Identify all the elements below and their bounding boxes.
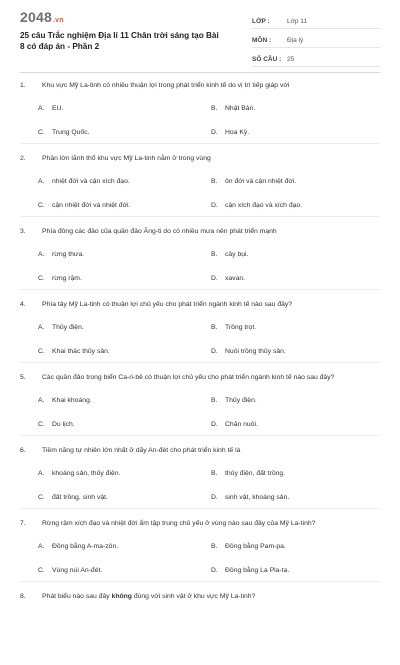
question-text: Phía tây Mỹ La-tinh có thuận lợi chủ yếu cho phát triển ngành kinh tế nào sau đây? bbox=[42, 301, 293, 308]
question-number: 7. bbox=[20, 520, 26, 527]
answer-option-b[interactable]: B. thủy điện, đất trồng. bbox=[211, 470, 286, 477]
question-number: 1. bbox=[20, 82, 26, 89]
answer-option-a[interactable]: A. Thủy điện. bbox=[38, 324, 84, 331]
quiz-meta bbox=[252, 14, 380, 71]
question-text: Tiềm năng tự nhiên lớn nhất ở dãy An-đét cho phát triển kinh tế là bbox=[42, 447, 241, 454]
meta-question-count bbox=[252, 52, 380, 67]
meta-value: 25 bbox=[287, 55, 295, 63]
logo-suffix: .vn bbox=[52, 17, 64, 24]
page-title: 25 câu Trắc nghiệm Địa lí 11 Chân trời sáng tạo Bài 8 có đáp án - Phần 2 bbox=[20, 31, 219, 51]
answer-option-a[interactable]: A. Khai khoáng. bbox=[38, 397, 92, 404]
question-text: Phía đông các đảo của quần đảo Ăng-ti do có nhiều mưa nên phát triển mạnh bbox=[42, 228, 277, 235]
answer-option-d[interactable]: D. Nuôi trồng thủy sản. bbox=[211, 348, 286, 355]
meta-grade bbox=[252, 14, 380, 29]
answer-option-c[interactable]: C. Khai thác thủy sản. bbox=[38, 348, 110, 355]
question-item bbox=[20, 300, 380, 373]
meta-label: SỐ CÂU : bbox=[252, 55, 282, 63]
question-number: 3. bbox=[20, 228, 26, 235]
question-divider bbox=[20, 508, 380, 509]
emphasis-text: không bbox=[111, 593, 132, 600]
question-number: 4. bbox=[20, 301, 26, 308]
answer-option-b[interactable]: B. cây bụi. bbox=[211, 251, 249, 258]
question-divider bbox=[20, 143, 380, 144]
answer-option-b[interactable]: B. Trồng trọt. bbox=[211, 324, 257, 331]
answer-option-c[interactable]: C. rừng rậm. bbox=[38, 275, 82, 282]
question-divider bbox=[20, 362, 380, 363]
answer-option-a[interactable]: A. nhiệt đới và cận xích đạo. bbox=[38, 178, 130, 185]
question-item bbox=[20, 592, 380, 665]
answer-option-a[interactable]: A. EU. bbox=[38, 105, 64, 112]
header-divider bbox=[20, 72, 380, 73]
question-item bbox=[20, 154, 380, 227]
answer-option-d[interactable]: D. Hoa Kỳ. bbox=[211, 129, 250, 136]
answer-option-a[interactable]: A. khoáng sản, thủy điện. bbox=[38, 470, 121, 477]
answer-option-c[interactable]: C. Vùng núi An-đét. bbox=[38, 567, 103, 574]
answer-option-d[interactable]: D. sinh vật, khoáng sản. bbox=[211, 494, 290, 501]
question-text: Phần lớn lãnh thổ khu vực Mỹ La-tinh nằm ở trong vùng bbox=[42, 155, 211, 162]
answer-option-c[interactable]: C. cận nhiệt đới và nhiệt đới. bbox=[38, 202, 131, 209]
question-item bbox=[20, 446, 380, 519]
question-divider bbox=[20, 289, 380, 290]
answer-option-d[interactable]: D. Đồng bằng La Pla-ta. bbox=[211, 567, 290, 574]
question-number: 6. bbox=[20, 447, 26, 454]
question-number: 8. bbox=[20, 593, 26, 600]
answer-option-a[interactable]: A. rừng thưa. bbox=[38, 251, 85, 258]
question-text: Các quần đảo trong biển Ca-ri-bê có thuận lợi chủ yếu cho phát triển ngành kinh tế nào sau đây? bbox=[42, 374, 335, 381]
question-text: Khu vực Mỹ La-tinh có nhiều thuận lợi trong phát triển kinh tế do vị trí tiếp giáp với bbox=[42, 82, 290, 89]
answer-option-d[interactable]: D. cận xích đạo và xích đạo. bbox=[211, 202, 303, 209]
question-divider bbox=[20, 581, 380, 582]
meta-value: Lớp 11 bbox=[287, 17, 308, 25]
answer-option-c[interactable]: C. Trung Quốc. bbox=[38, 129, 90, 136]
question-divider bbox=[20, 216, 380, 217]
question-item bbox=[20, 373, 380, 446]
answer-option-a[interactable]: A. Đồng bằng A-ma-zôn. bbox=[38, 543, 119, 550]
meta-label: LỚP : bbox=[252, 17, 270, 25]
answer-option-b[interactable]: B. Đồng bằng Pam-pa. bbox=[211, 543, 286, 550]
answer-option-b[interactable]: B. Thủy điện. bbox=[211, 397, 257, 404]
question-divider bbox=[20, 435, 380, 436]
question-item bbox=[20, 227, 380, 300]
question-text: Phát biểu nào sau đây không đúng với sinh vật ở khu vực Mỹ La-tinh? bbox=[42, 593, 256, 600]
question-item bbox=[20, 519, 380, 592]
answer-option-d[interactable]: D. Chăn nuôi. bbox=[211, 421, 258, 428]
meta-subject bbox=[252, 33, 380, 48]
page-header bbox=[0, 0, 400, 70]
question-number: 2. bbox=[20, 155, 26, 162]
answer-option-c[interactable]: C. đất trồng, sinh vật. bbox=[38, 494, 108, 501]
meta-value: Địa lý bbox=[287, 36, 304, 44]
answer-option-b[interactable]: B. ôn đới và cận nhiệt đới. bbox=[211, 178, 297, 185]
question-number: 5. bbox=[20, 374, 26, 381]
answer-option-c[interactable]: C. Du lịch. bbox=[38, 421, 75, 428]
question-list bbox=[20, 81, 380, 665]
logo-main: 2048 bbox=[20, 9, 52, 25]
answer-option-d[interactable]: D. xavan. bbox=[211, 275, 246, 282]
question-item bbox=[20, 81, 380, 154]
meta-label: MÔN : bbox=[252, 36, 272, 44]
answer-option-b[interactable]: B. Nhật Bản. bbox=[211, 105, 256, 112]
question-text: Rừng rậm xích đạo và nhiệt đới ẩm tập trung chủ yếu ở vùng nào sau đây của Mỹ La-tinh? bbox=[42, 520, 316, 527]
site-logo[interactable] bbox=[20, 9, 64, 25]
